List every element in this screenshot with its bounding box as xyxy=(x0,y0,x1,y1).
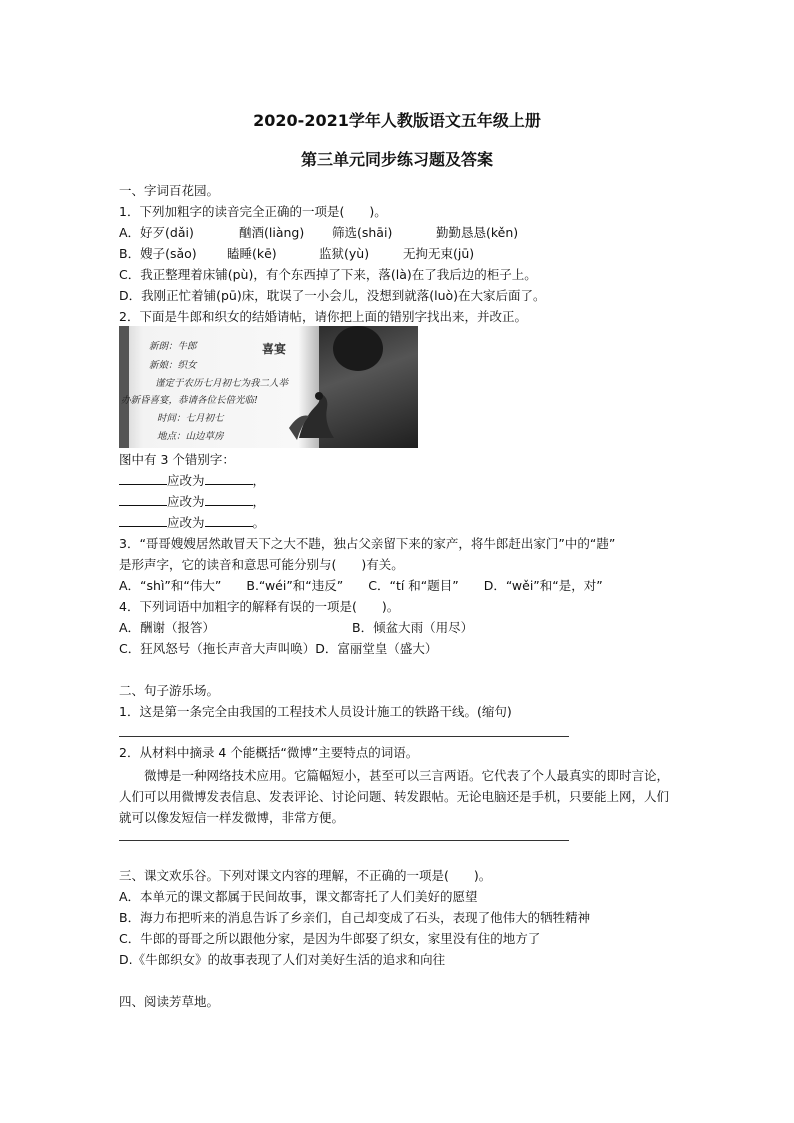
answer-line[interactable] xyxy=(119,840,569,841)
s3-option-c: C．牛郎的哥哥之所以跟他分家，是因为牛郎娶了织女，家里没有住的地方了 xyxy=(119,931,541,946)
section2-heading: 二、句子游乐场。 xyxy=(119,683,220,698)
answer-blank[interactable] xyxy=(119,493,167,506)
page-title: 2020-2021学年人教版语文五年级上册 xyxy=(253,111,541,130)
q1-option-b: B．嫂子(sǎo) 瞌睡(kē) 监狱(yù) 无拘无束(jū) xyxy=(119,246,475,261)
answer-blank[interactable] xyxy=(119,472,167,485)
q1-option-c: C．我正整理着床铺(pù)，有个东西掉了下来，落(là)在了我后边的柜子上。 xyxy=(119,267,537,282)
s3-option-a: A．本单元的课文都属于民间故事，课文都寄托了人们美好的愿望 xyxy=(119,889,478,904)
answer-blank[interactable] xyxy=(205,472,253,485)
answer-blank[interactable] xyxy=(205,493,253,506)
q2-stem: 2．下面是牛郎和织女的结婚请帖，请你把上面的错别字找出来，并改正。 xyxy=(119,309,527,324)
q1-stem: 1．下列加粗字的读音完全正确的一项是( )。 xyxy=(119,204,387,219)
q2-note: 图中有 3 个错别字： xyxy=(119,452,235,467)
q2-blank-row-1: 应改为 ， xyxy=(119,472,265,490)
invitation-line: 时间：七月初七 xyxy=(157,413,224,424)
section3-heading: 三、课文欢乐谷。下列对课文内容的理解，不正确的一项是( )。 xyxy=(119,868,492,883)
answer-line[interactable] xyxy=(119,736,569,737)
invitation-line: 办新昏喜宴，恭请各位长倍光临! xyxy=(121,395,258,406)
invitation-line: 谨定于农历七月初七为我二人举 xyxy=(155,378,289,389)
wedding-invitation-image xyxy=(119,326,418,448)
weibo-passage: 微博是一种网络技术应用。它篇幅短小，甚至可以三言两语。它代表了个人最真实的即时言论，人们可以用微博发表信息、发表评论、讨论问题、转发跟帖。无论电脑还是手机，只要能上网，人们就可以像发短信一样发微博，非常方便。 xyxy=(119,768,670,825)
q1-option-a: A．好歹(dǎi) 酗酒(liàng) 筛选(shāi) 勤勤恳恳(kěn) xyxy=(119,225,519,240)
q2-blank-row-2: 应改为 ， xyxy=(119,493,265,511)
q3-options: A．“shì”和“伟大” B.“wéi”和“违反” C．“tí 和“题目” D．“wěi”和“是，对” xyxy=(119,578,603,593)
q3-line1: 3．“哥哥嫂嫂居然敢冒天下之大不韪，独占父亲留下来的家产，将牛郎赶出家门”中的“韪” xyxy=(119,536,616,551)
section1-heading: 一、字词百花园。 xyxy=(119,183,220,198)
answer-blank[interactable] xyxy=(119,514,167,527)
invitation-line: 新娘：织女 xyxy=(149,360,197,371)
s3-option-d: D.《牛郎织女》的故事表现了人们对美好生活的追求和向往 xyxy=(119,952,446,967)
s2-q2: 2．从材料中摘录 4 个能概括“微博”主要特点的词语。 xyxy=(119,745,419,760)
invitation-line: 地点：山边草房 xyxy=(157,431,224,442)
q4-options-ab: A．酬谢（报答） B．倾盆大雨（用尽） xyxy=(119,620,474,635)
section4-heading: 四、阅读芳草地。 xyxy=(119,994,220,1009)
page-subtitle: 第三单元同步练习题及答案 xyxy=(300,150,493,169)
answer-blank[interactable] xyxy=(205,514,253,527)
q4-stem: 4．下列词语中加粗字的解释有误的一项是( )。 xyxy=(119,599,400,614)
dancing-figure-illustration xyxy=(279,388,339,443)
s2-q1: 1．这是第一条完全由我国的工程技术人员设计施工的铁路干线。(缩句) xyxy=(119,704,512,719)
q4-options-cd: C．狂风怒号（拖长声音大声叫唤）D．富丽堂皇（盛大） xyxy=(119,641,438,656)
invitation-line: 新朗：牛郎 xyxy=(149,341,197,352)
s3-option-b: B．海力布把听来的消息告诉了乡亲们，自己却变成了石头，表现了他伟大的牺牲精神 xyxy=(119,910,591,925)
invitation-heading: 喜宴 xyxy=(262,342,287,356)
q3-line2: 是形声字，它的读音和意思可能分别与( )有关。 xyxy=(119,557,404,572)
q1-option-d: D．我刚正忙着铺(pū)床，耽误了一小会儿，没想到就落(luò)在大家后面了。 xyxy=(119,288,546,303)
q2-blank-row-3: 应改为 。 xyxy=(119,514,265,532)
